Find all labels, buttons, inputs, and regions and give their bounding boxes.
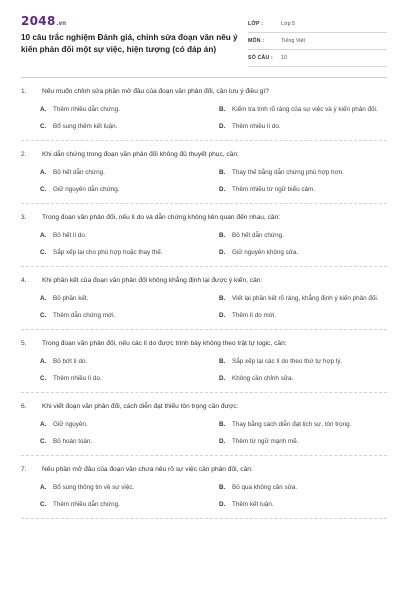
option-a[interactable] [40,417,211,434]
option-text: Thêm nhiều dẫn chứng. [53,501,120,509]
question-item [21,393,387,456]
option-letter: B. [219,358,226,366]
option-text: Giữ nguyên. [53,421,88,429]
option-text: Bổ sung thông tin về sự việc. [53,484,135,492]
question-text: Trong đoạn văn phản đối, nếu lí do và dẫn chứng không liên quan đến nhau, cần: [42,214,281,221]
meta-value: 10 [281,55,288,61]
option-b[interactable] [219,228,390,245]
option-d[interactable] [219,119,390,136]
question-stem [21,393,387,411]
option-letter: B. [219,169,226,177]
option-text: Thêm kết luận. [232,501,274,509]
question-text: Nếu phần mở đầu của đoạn văn chưa nêu rõ sự việc cần phản đối, cần: [42,466,253,473]
option-d[interactable] [219,245,390,262]
question-number: 6. [21,403,27,410]
option-b[interactable] [219,291,390,308]
question-text: Trong đoạn văn phản đối, nếu các lí do được trình bày không theo trật tự logic, cần: [42,340,287,347]
option-b[interactable] [219,417,390,434]
option-text: Bỏ hết dẫn chứng. [232,232,284,240]
question-item [21,141,387,204]
option-text: Thay thế bằng dẫn chứng phù hợp hơn. [232,169,344,177]
question-item [21,267,387,330]
option-b[interactable] [219,165,390,182]
option-text: Bổ sung thêm kết luận. [53,123,118,131]
option-text: Bỏ hết dẫn chứng. [53,169,105,177]
option-letter: C. [40,501,47,509]
option-text: Bỏ hoàn toàn. [53,438,93,446]
meta-label: SỐ CÂU : [248,55,273,61]
option-grid [21,411,387,455]
option-letter: D. [219,123,226,131]
question-stem [21,456,387,474]
question-number: 7. [21,466,27,473]
option-d[interactable] [219,434,390,451]
question-item [21,330,387,393]
meta-row-class [248,16,387,33]
question-stem [21,267,387,285]
option-text: Bỏ bớt lí do. [53,358,88,366]
option-a[interactable] [40,291,211,308]
option-text: Không cần chỉnh sửa. [232,375,294,383]
option-text: Thêm nhiều lí do. [232,123,281,131]
option-letter: D. [219,249,226,257]
question-number: 4. [21,277,27,284]
option-c[interactable] [40,119,211,136]
option-c[interactable] [40,434,211,451]
option-letter: A. [40,295,47,303]
option-text: Giữ nguyên dẫn chứng. [53,186,120,194]
question-text: Khi dẫn chứng trong đoạn văn phản đối không đủ thuyết phục, cần: [42,151,239,158]
meta-row-subject [248,33,387,50]
option-text: Kiểm tra tính rõ ràng của sự việc và ý kiến phản đối. [232,106,378,114]
page-title: 10 câu trắc nghiệm Đánh giá, chỉnh sửa đoạn văn nêu ý kiến phản đối một sự việc, hiện tượng (có đáp án) [21,33,238,54]
meta-label: LỚP : [248,21,264,27]
option-letter: A. [40,232,47,240]
option-text: Viết lại phần kết rõ ràng, khẳng định ý kiến phản đối. [232,295,379,303]
option-text: Thêm nhiều từ ngữ biểu cảm. [232,186,315,194]
option-c[interactable] [40,245,211,262]
option-letter: C. [40,375,47,383]
logo-domain-text: .vn [56,21,67,27]
option-grid [21,285,387,329]
option-letter: D. [219,438,226,446]
question-item [21,456,387,519]
question-stem [21,141,387,159]
option-text: Thêm nhiều lí do. [53,375,102,383]
option-text: Bỏ phần kết. [53,295,89,303]
option-letter: C. [40,249,47,257]
option-text: Thêm lí do mới. [232,312,277,320]
option-c[interactable] [40,371,211,388]
option-d[interactable] [219,497,390,514]
question-number: 5. [21,340,27,347]
option-letter: B. [219,421,226,429]
option-letter: C. [40,438,47,446]
option-text: Sắp xếp lại các lí do theo thứ tự hợp lý. [232,358,343,366]
option-b[interactable] [219,480,390,497]
option-letter: B. [219,232,226,240]
option-grid [21,96,387,140]
option-a[interactable] [40,354,211,371]
option-letter: D. [219,375,226,383]
question-text: Khi viết đoạn văn phản đối, cách diễn đạt thiếu tôn trọng cần được: [42,403,239,410]
option-letter: C. [40,123,47,131]
option-text: Bỏ qua không cần sửa. [232,484,298,492]
option-letter: A. [40,484,47,492]
meta-value: Lớp 5 [281,21,296,27]
option-letter: B. [219,106,226,114]
header-left [21,14,248,74]
worksheet-header [21,14,387,74]
option-letter: C. [40,186,47,194]
option-text: Thêm từ ngữ mạnh mẽ. [232,438,299,446]
option-grid [21,348,387,392]
option-text: Thêm dẫn chứng mới. [53,312,116,320]
option-letter: C. [40,312,47,320]
option-text: Thay bằng cách diễn đạt lịch sự, tôn trọng. [232,421,352,429]
option-letter: A. [40,169,47,177]
question-list [21,78,387,519]
meta-value: Tiếng Việt [281,38,306,44]
option-b[interactable] [219,102,390,119]
option-letter: A. [40,358,47,366]
question-stem [21,204,387,222]
option-letter: D. [219,501,226,509]
option-grid [21,474,387,518]
question-text: Khi phần kết của đoạn văn phản đối không khẳng định lại được ý kiến, cần: [42,277,263,284]
option-c[interactable] [40,182,211,199]
option-grid [21,222,387,266]
option-letter: A. [40,421,47,429]
option-grid [21,159,387,203]
question-number: 1. [21,88,27,95]
option-b[interactable] [219,354,390,371]
meta-label: MÔN : [248,38,265,44]
meta-row-count [248,50,387,67]
option-d[interactable] [219,182,390,199]
option-c[interactable] [40,308,211,325]
option-text: Bỏ hết lí do. [53,232,87,240]
option-text: Giữ nguyên không sửa. [232,249,299,257]
question-item [21,78,387,141]
question-text: Nếu muốn chỉnh sửa phần mở đầu của đoạn văn phản đối, cần lưu ý điều gì? [42,88,269,95]
option-d[interactable] [219,371,390,388]
question-number: 2. [21,151,27,158]
option-a[interactable] [40,228,211,245]
option-text: Thêm nhiều dẫn chứng. [53,106,120,114]
option-text: Sắp xếp lại cho phù hợp hoặc thay thế. [53,249,163,257]
logo-main-text: 2048 [21,14,56,28]
option-letter: B. [219,295,226,303]
question-item [21,204,387,267]
site-logo[interactable] [21,14,248,28]
meta-info-table [248,16,387,74]
question-number: 3. [21,214,27,221]
question-stem [21,78,387,96]
option-letter: B. [219,484,226,492]
option-letter: D. [219,312,226,320]
option-a[interactable] [40,480,211,497]
option-letter: D. [219,186,226,194]
option-d[interactable] [219,308,390,325]
question-stem [21,330,387,348]
option-c[interactable] [40,497,211,514]
option-a[interactable] [40,165,211,182]
option-letter: A. [40,106,47,114]
option-a[interactable] [40,102,211,119]
